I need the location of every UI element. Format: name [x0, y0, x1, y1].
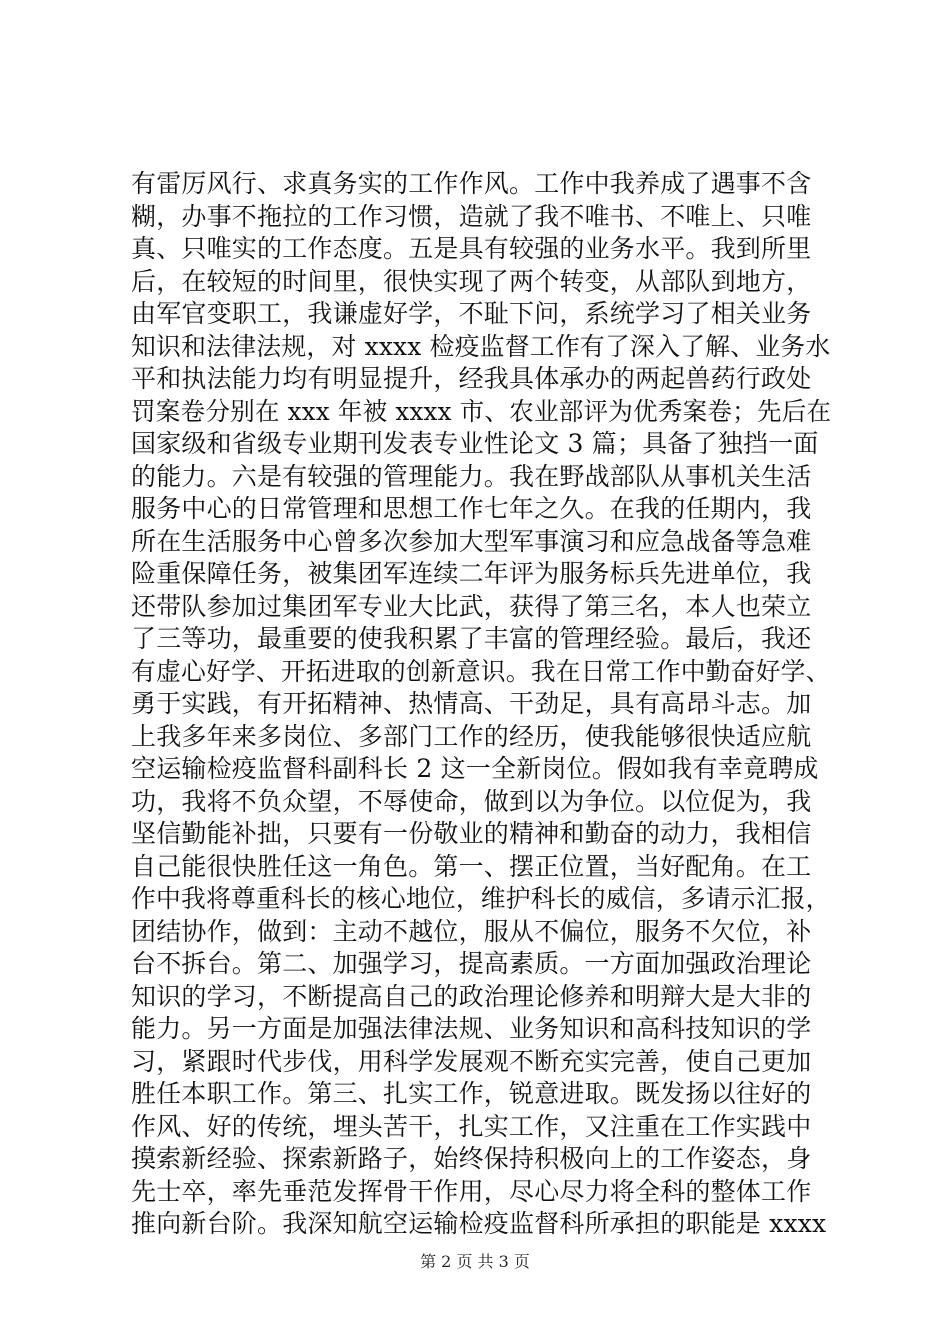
text-line: 台不拆台。第二、加强学习，提高素质。一方面加强政治理论	[131, 949, 812, 978]
text-line: 后，在较短的时间里，很快实现了两个转变，从部队到地方，	[131, 266, 812, 296]
text-line: 服务中心的日常管理和思想工作七年之久。在我的任期内，我	[131, 494, 812, 523]
text-line: 推向新台阶。我深知航空运输检疫监督科所承担的职能是 xxxx	[131, 1209, 827, 1238]
text-line: 坚信勤能补拙，只要有一份敬业的精神和勤奋的动力，我相信	[131, 819, 812, 848]
text-line: 有雷厉风行、求真务实的工作作风。工作中我养成了遇事不含	[131, 169, 812, 198]
text-line: 团结协作，做到：主动不越位，服从不偏位，服务不欠位，补	[131, 916, 812, 946]
text-line: 平和执法能力均有明显提升，经我具体承办的两起兽药行政处	[131, 364, 812, 393]
body-text	[131, 168, 831, 1241]
text-line: 功，我将不负众望，不辱使命，做到以为争位。以位促为，我	[131, 786, 812, 816]
page-number-footer: 第 2 页 共 3 页	[420, 1252, 530, 1271]
text-line: 知识的学习，不断提高自己的政治理论修养和明辩大是大非的	[131, 981, 812, 1011]
text-line: 有虚心好学、开拓进取的创新意识。我在日常工作中勤奋好学、	[131, 656, 831, 686]
text-line: 摸索新经验、探索新路子，始终保持积极向上的工作姿态，身	[131, 1144, 812, 1173]
text-line: 勇于实践，有开拓精神、热情高、干劲足，具有高昂斗志。加	[131, 689, 812, 718]
text-line: 先士卒，率先垂范发挥骨干作用，尽心尽力将全科的整体工作	[131, 1176, 812, 1206]
text-line: 真、只唯实的工作态度。五是具有较强的业务水平。我到所里	[131, 234, 812, 263]
text-line: 能力。另一方面是加强法律法规、业务知识和高科技知识的学	[131, 1014, 812, 1043]
text-line: 作中我将尊重科长的核心地位，维护科长的威信，多请示汇报，	[131, 884, 831, 913]
text-line: 作风、好的传统，埋头苦干，扎实工作，又注重在工作实践中	[131, 1111, 812, 1141]
text-line: 习，紧跟时代步伐，用科学发展观不断充实完善，使自己更加	[131, 1046, 812, 1076]
text-line: 糊，办事不拖拉的工作习惯，造就了我不唯书、不唯上、只唯	[131, 201, 812, 231]
text-line: 还带队参加过集团军专业大比武，获得了第三名，本人也荣立	[131, 591, 812, 621]
text-line: 空运输检疫监督科副科长 2 这一全新岗位。假如我有幸竟聘成	[131, 754, 819, 783]
text-line: 了三等功，最重要的使我积累了丰富的管理经验。最后，我还	[131, 624, 812, 653]
text-line: 胜任本职工作。第三、扎实工作，锐意进取。既发扬以往好的	[131, 1079, 812, 1108]
text-line: 由军官变职工，我谦虚好学，不耻下问，系统学习了相关业务	[131, 299, 812, 328]
text-line: 上我多年来多岗位、多部门工作的经历，使我能够很快适应航	[131, 721, 812, 751]
text-line: 的能力。六是有较强的管理能力。我在野战部队从事机关生活	[131, 461, 812, 491]
text-line: 知识和法律法规，对 xxxx 检疫监督工作有了深入了解、业务水	[131, 331, 831, 361]
text-line: 罚案卷分别在 xxx 年被 xxxx 市、农业部评为优秀案卷；先后在	[131, 396, 832, 426]
text-line: 险重保障任务，被集团军连续二年评为服务标兵先进单位，我	[131, 559, 812, 588]
text-line: 国家级和省级专业期刊发表专业性论文 3 篇；具备了独挡一面	[131, 429, 819, 458]
text-line: 自己能很快胜任这一角色。第一、摆正位置，当好配角。在工	[131, 851, 812, 881]
text-line: 所在生活服务中心曾多次参加大型军事演习和应急战备等急难	[131, 526, 812, 556]
